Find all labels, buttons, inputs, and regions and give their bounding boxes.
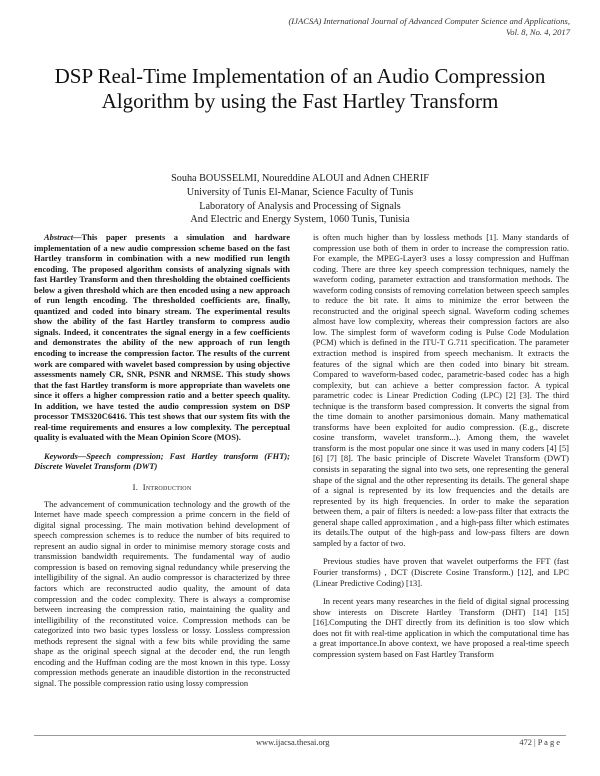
body-paragraph: In recent years many researches in the field of digital signal processing show interests on Discrete Hartley Transform (DHT) [14] [15][16].Computing the DHT directly from its definition is too slow which does not fit with real-time application in which the computational time has a great importance.In above context, we have proposed a real-time speech compression system based on Fast Hartley Transform: [313, 596, 569, 659]
section-title: Introduction: [142, 482, 192, 493]
journal-header: [190, 16, 570, 38]
abstract-label: Abstract: [44, 232, 74, 242]
affiliation-university: University of Tunis El-Manar, Science Faculty of Tunis: [186, 186, 414, 198]
page-number: 472 | P a g e: [519, 738, 560, 747]
section-heading-introduction: [34, 482, 290, 493]
right-column: [313, 232, 569, 667]
left-column: [34, 232, 290, 696]
body-paragraph: Previous studies have proven that wavelet outperforms the FFT (fast Fourier transforms) , DCT (Discrete Cosine Transform.) [12], and LPC (Linear Predictive Coding) [13].: [313, 556, 569, 588]
journal-name: (IJACSA) International Journal of Advanced Computer Science and Applications,: [288, 16, 570, 26]
footer-divider: [34, 735, 566, 736]
body-paragraph: is often much higher than by lossless methods [1]. Many standards of compression use both of them in order to increase the compression ratio. For example, the MPEG-Layer3 uses a lossy compression and Huffman coding. There are three key speech compression techniques, namely the waveform coding, parameter extraction and transformation methods. The waveform coding consists of removing correlation between speech samples to reduce the bit rate. It aims to minimize the error between the reconstructed and the original speech signal. Waveform coding schemes almost have low complexity, whereas their compression factors are also low. The simplest form of waveform coding is Pulse Code Modulation (PCM) which is defined in the ITU-T G.711 specification. The parameter extraction method is inspired from speech mechanism. It extracts the features of the signal which are then coded into binary bit stream. Compared to waveform-based codec, parametric-based codec has a high complexity, but can achieve a better compression factor. A typical parametric codec is Linear Prediction Coding (LPC) [2] [3]. The third technique is the transform based compression. It converts the signal from the time domain to another parsimonious domain. Many mathematical transforms have been exploited for audio compression. (E.g., discrete cosine transform, wavelet transform...). Among them, the wavelet transform is the most popular one since it was used in many coders [4] [5] [6] [7] [8]. The basic principle of Discrete Wavelet Transform (DWT) consists in separating the signal into two sets, one representing the general shape of the signal and the other representing its details. The general shape of a signal is represented by its low frequencies and the details are represented by its high frequencies. In order to make the separation between them, a pair of filters is needed: a low-pass filter that extracts the general shape called approximation , and a high-pass filter which estimates its details.The output of the high-pass and low-pass filters are down sampled by a factor of two.: [313, 232, 569, 548]
affiliation-address: And Electric and Energy System, 1060 Tunis, Tunisia: [190, 214, 410, 226]
affiliation-laboratory: Laboratory of Analysis and Processing of Signals: [199, 200, 401, 212]
abstract: [34, 232, 290, 443]
keywords: Keywords—Speech compression; Fast Hartley transform (FHT); Discrete Wavelet Transform (DWT): [34, 450, 290, 472]
body-paragraph: The advancement of communication technology and the growth of the Internet have made speech compression a prime concern in the field of digital signal processing. The main motivation behind development of speech compression schemes is to reduce the number of bits required to represent an audio signal in order to minimise memory storage costs and transmission bandwidth requirements. The fundamental way of audio compression is based on removing signal redundancy while preserving the intelligibility of the signal. An audio compressor is characterized by three factors which are reconstructed audio quality, the amount of data compression and the codec complexity. There is always a compromise between increasing the compression ratio, maintaining the quality and intelligibility of the reconstituted voice. Compression methods can be categorized into two basic types lossless or lossy. Lossless compression methods represent the signal with a few bits while providing the same shape as the original speech signal at the decoder end, the run length encoding and the Huffman coding are the most known in this type. Lossy compression methods generate an inaudible distortion in the reconstructed signal. The possible compression ratio using lossy compression: [34, 498, 290, 688]
footer-url[interactable]: www.ijacsa.thesai.org: [256, 738, 330, 747]
abstract-text: —This paper presents a simulation and hardware implementation of a new audio compression scheme based on the fast Hartley transform in combination with a new modified run length encoding. The proposed algorithm consists of analyzing signals with fast Hartley Transform and then thresholding the obtained coefficients below a given threshold which are then encoded using a new approach of run length encoding. The thresholded coefficients are, finally, quantized and coded into binary stream. The experimental results show the ability of the fast Hartley transform to compress audio signals. Indeed, it concentrates the signal energy in a few coefficients and demonstrates the ability of the new approach of run length encoding to increase the compression factor. The results of the current work are compared with wavelet based compression by using objective assessments namely CR, SNR, PSNR and NRMSE. This study shows that the fast Hartley transform is more appropriate than wavelets one since it offers a higher compression ratio and a better speech quality. In addition, we have tested the audio compression system on DSP processor TMS320C6416. This test shows that our system fits with the real-time requirements and ensures a low complexity. The perceptual quality is evaluated with the Mean Opinion Score (MOS).: [34, 232, 290, 443]
paper-title: DSP Real-Time Implementation of an Audio Compression Algorithm by using the Fast Hartley Transform: [54, 64, 546, 113]
author-block: [80, 172, 520, 227]
author-names: Souha BOUSSELMI, Noureddine ALOUI and Adnen CHERIF: [171, 173, 429, 184]
journal-volume: Vol. 8, No. 4, 2017: [506, 27, 570, 37]
section-number: I.: [132, 482, 139, 493]
